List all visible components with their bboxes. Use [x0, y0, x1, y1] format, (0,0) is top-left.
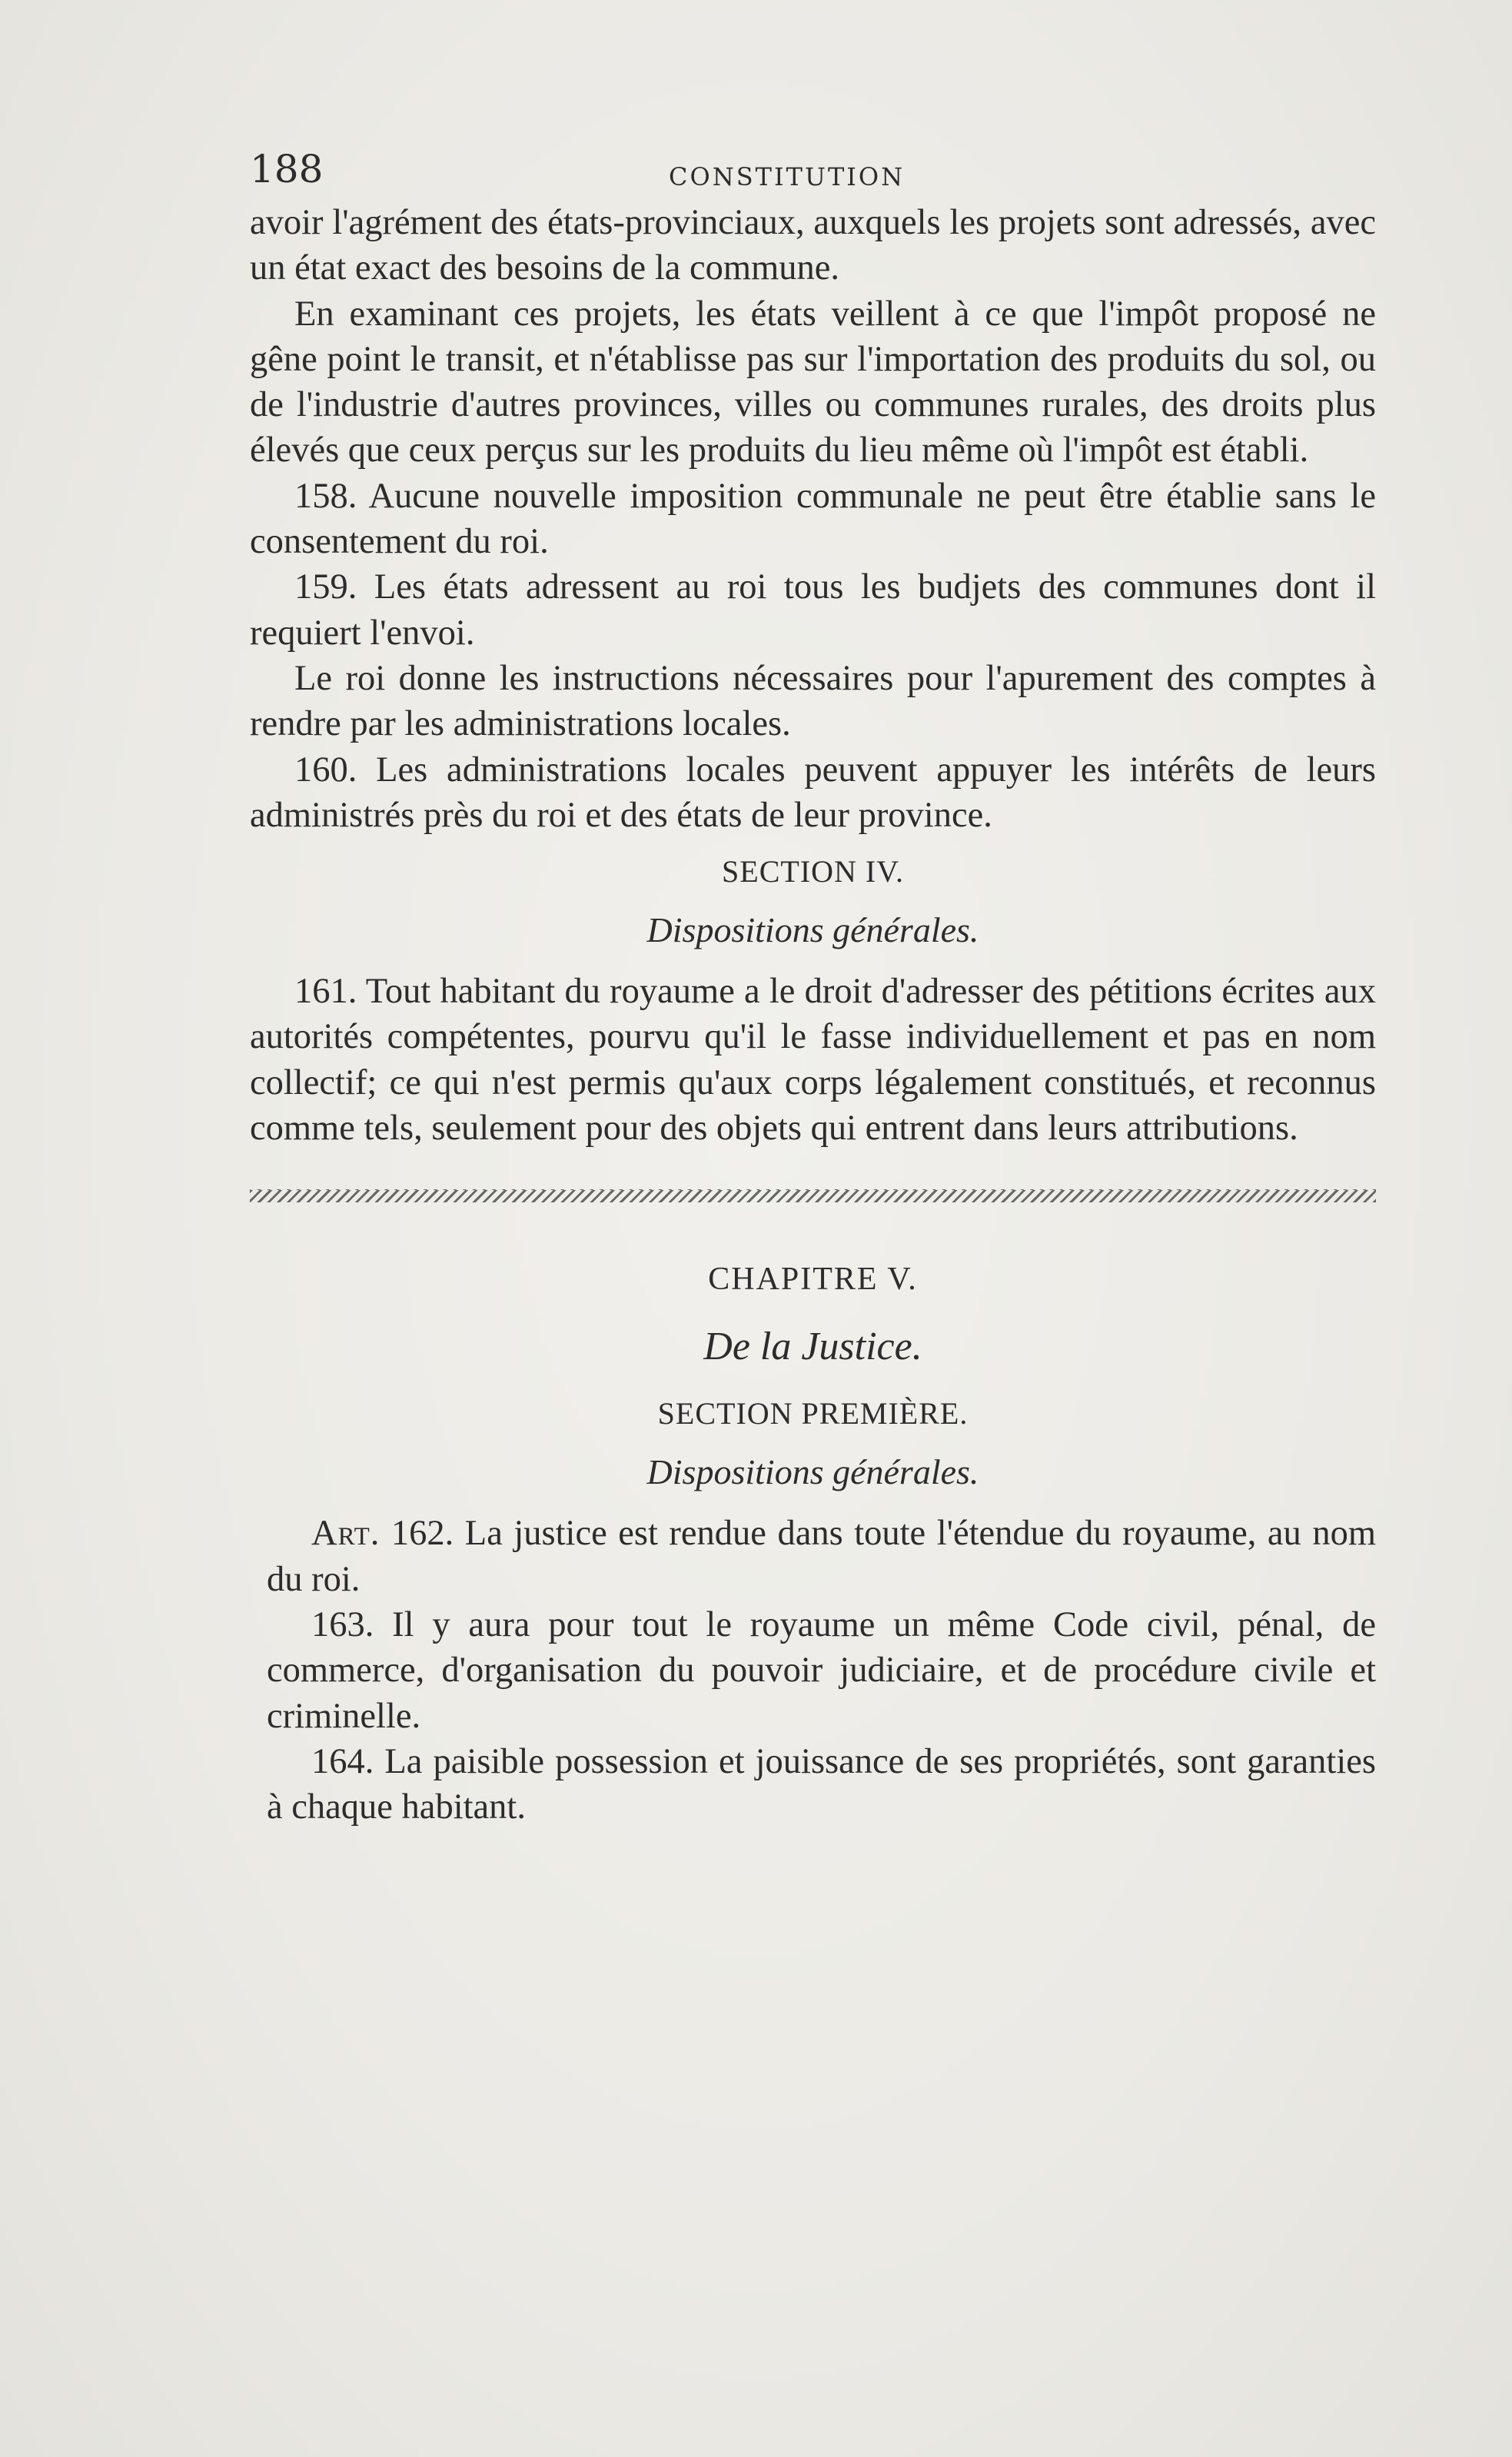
- article-159: 159. Les états adressent au roi tous les budjets des communes dont il requiert l'envoi.: [250, 567, 1376, 653]
- article-160: 160. Les administrations locales peuvent appuyer les intérêts de leurs administrés près du roi et des états de leur province.: [250, 750, 1376, 835]
- article-161: 161. Tout habitant du royaume a le droit d'adresser des pétitions écrites aux autorités compétentes, pourvu qu'il le fasse individuellement et pas en nom collectif; ce qui n'est permis qu'aux corps légalement constitués, et reconnus comme tels, seulement pour des objets qui entrent dans leurs attributions.: [250, 972, 1376, 1149]
- article-164: 164. La paisible possession et jouissance de ses propriétés, sont garanties à chaque habitant.: [267, 1741, 1376, 1827]
- article-158: 158. Aucune nouvelle imposition communale ne peut être établie sans le consentement du roi.: [250, 476, 1376, 562]
- section-iv-title: SECTION IV.: [722, 854, 904, 889]
- article-163: 163. Il y aura pour tout le royaume un même Code civil, pénal, de commerce, d'organisation du pouvoir judiciaire, et de procédure civile et criminelle.: [267, 1604, 1376, 1736]
- paragraph-continuation: avoir l'agrément des états-provinciaux, auxquels les projets sont adressés, avec un état exact des besoins de la commune.: [250, 203, 1376, 288]
- chapter-title: CHAPITRE V.: [708, 1262, 918, 1298]
- ornamental-divider: [250, 1189, 1376, 1202]
- section-premiere-subtitle: Dispositions générales.: [646, 1452, 979, 1492]
- section-iv-subtitle: Dispositions générales.: [646, 910, 979, 950]
- section-premiere-title: SECTION PREMIÈRE.: [657, 1396, 969, 1431]
- article-162: [250, 1511, 1376, 1602]
- text-column: [250, 146, 1376, 1830]
- article-162-text: 162. La justice est rendue dans toute l'étendue du royaume, au nom du roi.: [267, 1514, 1376, 1599]
- paragraph-roi-instructions: Le roi donne les instructions nécessaires pour l'apurement des comptes à rendre par les administrations locales.: [250, 658, 1376, 744]
- chapter-subtitle: De la Justice.: [703, 1325, 922, 1369]
- paragraph-examinant: En examinant ces projets, les états veillent à ce que l'impôt proposé ne gêne point le transit, et n'établisse pas sur l'importation des produits du sol, ou de l'industrie d'autres provinces, villes ou communes rurales, des droits plus élevés que ceux perçus sur les produits du lieu même où l'impôt est établi.: [250, 294, 1376, 470]
- article-label: Art.: [311, 1514, 380, 1554]
- page-header: [250, 146, 1376, 200]
- running-title: CONSTITUTION: [669, 162, 906, 191]
- page-number: 188: [250, 147, 324, 191]
